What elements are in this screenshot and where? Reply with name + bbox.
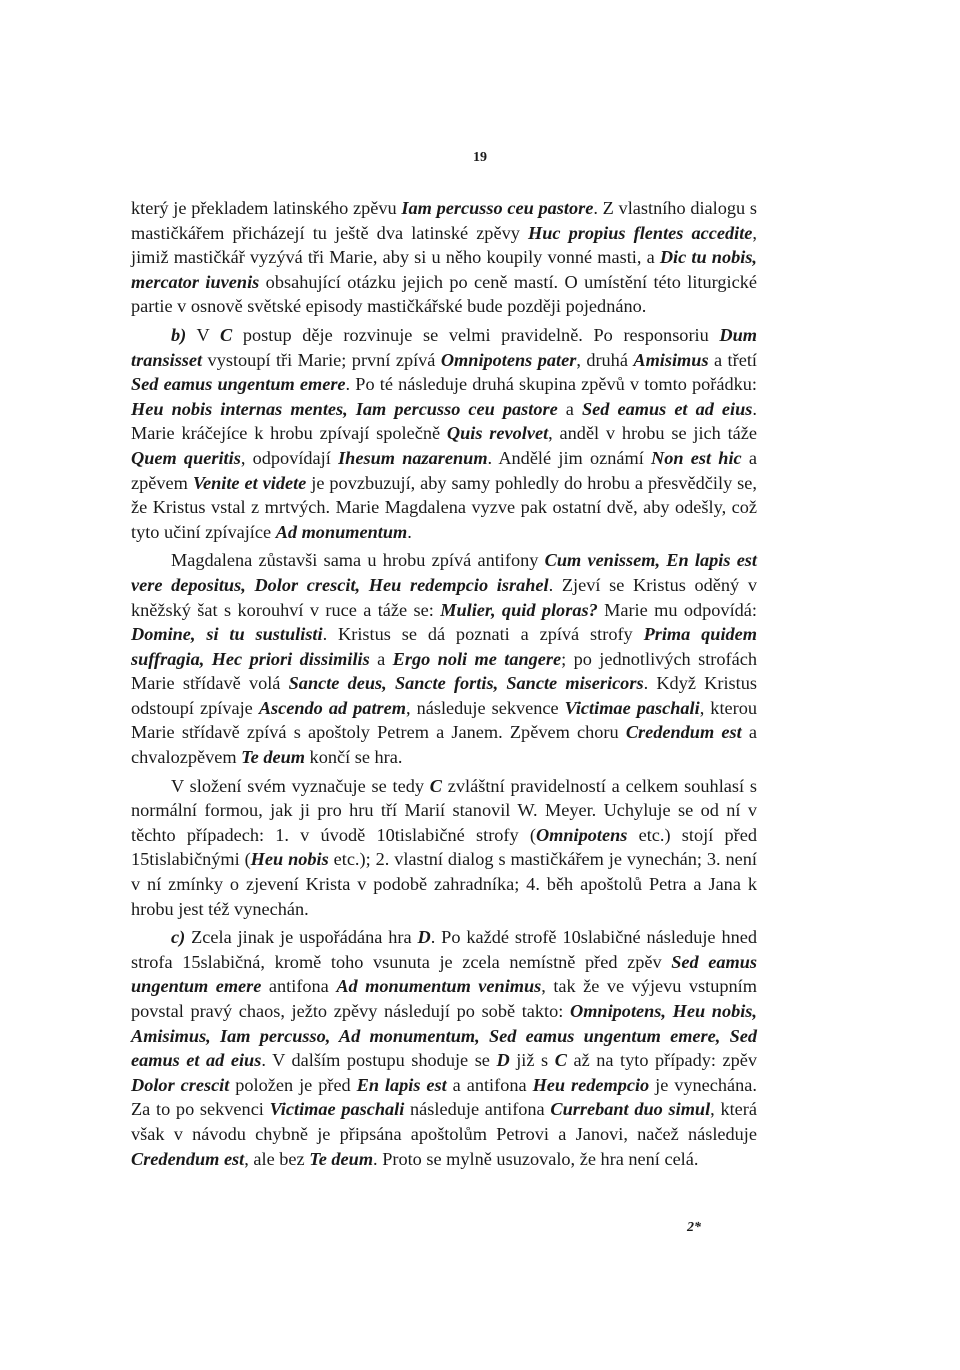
text-run: V složení svém vyznačuje se tedy xyxy=(171,775,430,796)
latin-title: b) xyxy=(171,324,187,345)
text-run: , kterou Marie střídavě zpívá s apoštoly Petrem a Janem. Zpěvem choru xyxy=(131,697,758,743)
latin-title: Heu nobis internas mentes, Iam percusso ceu pastore xyxy=(131,398,558,419)
latin-title: Victimae paschali xyxy=(269,1099,405,1120)
text-run: , druhá xyxy=(576,349,634,370)
latin-title: Credendum est xyxy=(131,1148,245,1169)
text-run: obsahující otázku jejich po ceně mastí. O umístění této liturgické partie v osnově světské episody mastičkářské bude později pojednáno. xyxy=(131,271,757,317)
text-run: až na tyto případy: zpěv xyxy=(566,1050,757,1071)
text-run: etc.); 2. vlastní dialog s mastičkářem je vynechán; 3. není v ní zmínky o zjevení Krista v podobě zahradníka; 4. běh apoštolů Petra a Jana k hrobu jest též vynechán. xyxy=(131,849,757,919)
text-run: a zpěvem xyxy=(131,447,758,493)
latin-title: En lapis est xyxy=(356,1074,447,1095)
latin-title: Quem queritis xyxy=(131,447,241,468)
latin-title: C xyxy=(554,1050,567,1071)
text-run: následuje antifona xyxy=(404,1099,551,1120)
text-run: , anděl v hrobu se jich táže xyxy=(548,423,757,444)
text-run: , která však v návodu chybně je připsána apoštolům Petrovi a Janovi, načež následuje xyxy=(131,1099,757,1144)
text-run: . Marie kráčejíce k hrobu zpívají společně xyxy=(131,398,757,444)
latin-title: Ihesum nazarenum xyxy=(338,447,488,468)
text-run: . Zjeví se Kristus oděný v kněžský šat s korouhví v ruce a táže se: xyxy=(131,574,757,620)
text-run: ; po jednotlivých strofách Marie střídavě volá xyxy=(131,648,757,694)
body-text xyxy=(131,196,757,1171)
paragraph xyxy=(131,774,757,922)
text-run: . Po té následuje druhá skupina zpěvů v tomto pořádku: xyxy=(345,374,757,395)
latin-title: Iam percusso ceu pastore xyxy=(401,198,594,218)
text-run: je povzbuzují, aby samy pohledly do hrobu a přesvědčily se, že Kristus vstal z mrtvých. Marie Magdalena vyzve pak ostatní dvě, aby odešly, což tyto učiní zpívajíce xyxy=(131,472,757,542)
text-run: , následuje sekvence xyxy=(405,697,565,718)
latin-title: Sancte deus, Sancte fortis, Sancte misericors xyxy=(288,673,644,694)
text-run: . V dalším postupu shoduje se xyxy=(261,1050,497,1071)
text-run: , jimiž mastičkář vyzývá tři Marie, aby si u něho koupily vonné masti, a xyxy=(131,222,757,268)
text-run: a chvalozpěvem xyxy=(131,722,757,768)
latin-title: Te deum xyxy=(241,747,305,768)
latin-title: Ad monumentum xyxy=(275,521,408,542)
text-run: . Z vlastního dialogu s mastičkářem přicházejí tu ještě dva latinské zpěvy xyxy=(131,198,758,243)
paragraph xyxy=(131,323,757,544)
paragraph xyxy=(131,548,757,769)
latin-title: Mulier, quid ploras? xyxy=(440,599,598,620)
signature-mark: 2* xyxy=(687,1220,701,1235)
text-run: . Proto se mylně usuzovalo, že hra není celá. xyxy=(373,1148,699,1169)
latin-title: Venite et videte xyxy=(192,472,307,493)
text-run: . xyxy=(407,521,412,542)
latin-title: Dic tu nobis, mercator iuvenis xyxy=(131,247,757,292)
latin-title: Ergo noli me tangere xyxy=(392,648,562,669)
latin-title: Credendum est xyxy=(625,722,742,743)
latin-title: Ad monumentum venimus xyxy=(336,976,542,997)
latin-title: c) xyxy=(171,927,186,948)
latin-title: Huc propius flentes accedite xyxy=(527,222,753,243)
latin-title: C xyxy=(429,775,442,796)
latin-title: D xyxy=(496,1050,510,1071)
latin-title: Omnipotens pater xyxy=(440,349,577,370)
text-run: a xyxy=(369,648,393,669)
text-run: Marie mu odpovídá: xyxy=(597,599,757,620)
paragraph xyxy=(131,925,757,1171)
latin-title: Domine, si tu sustulisti xyxy=(131,624,323,645)
text-run: vystoupí tři Marie; první zpívá xyxy=(202,349,441,370)
text-run: je vynechána. Za to po sekvenci xyxy=(131,1074,757,1120)
latin-title: Currebant duo simul xyxy=(550,1099,711,1120)
text-run: . Kristus se dá poznati a zpívá strofy xyxy=(322,624,644,645)
text-run: , odpovídají xyxy=(240,447,339,468)
latin-title: Sed eamus ungentum emere xyxy=(131,374,346,395)
latin-title: Sed eamus ungentum emere xyxy=(131,951,758,997)
text-run: Zcela jinak je uspořádána hra xyxy=(185,927,418,948)
latin-title: Heu redempcio xyxy=(532,1074,650,1095)
latin-title: Ascendo ad patrem xyxy=(258,697,406,718)
text-run: . Když Kristus odstoupí zpívaje xyxy=(131,673,757,718)
text-run: . Andělé jim oznámí xyxy=(487,447,652,468)
text-run: . Po každé strofě 10slabičné následuje hned strofa 15slabičná, kromě toho vsunuta je zcela nemístně před zpěv xyxy=(131,927,757,972)
latin-title: Victimae paschali xyxy=(564,697,700,718)
text-run: zvláštní pravidelností a celkem souhlasí s normální formou, jak ji pro hru tří Marií stanovil W. Meyer. Uchyluje se od ní v těchto případech: 1. v úvodě 10tislabičné strofy ( xyxy=(131,775,757,845)
latin-title: Te deum xyxy=(309,1148,374,1169)
text-run: , ale bez xyxy=(244,1148,310,1169)
text-run: a třetí xyxy=(708,349,757,370)
text-run: antifona xyxy=(261,976,337,997)
latin-title: D xyxy=(417,927,431,948)
latin-title: Dum transisset xyxy=(131,324,757,370)
page-number: 19 xyxy=(473,150,487,165)
latin-title: C xyxy=(220,324,233,345)
text-run: Magdalena zůstavši sama u hrobu zpívá antifony xyxy=(171,550,545,571)
text-run: a xyxy=(557,398,582,419)
text-run: již s xyxy=(509,1050,555,1071)
latin-title: Amisimus xyxy=(633,349,709,370)
latin-title: Quis revolvet xyxy=(446,423,549,444)
text-run: který je překladem latinského zpěvu xyxy=(131,198,402,218)
latin-title: Heu nobis xyxy=(250,849,329,870)
text-run: končí se hra. xyxy=(304,747,403,768)
latin-title: Sed eamus et ad eius xyxy=(582,398,753,419)
paragraph xyxy=(131,196,757,319)
latin-title: Dolor crescit xyxy=(131,1074,230,1095)
text-run: etc.) stojí před 15tislabičnými ( xyxy=(131,824,757,870)
text-run: položen je před xyxy=(229,1074,357,1095)
latin-title: Prima quidem suffragia, Hec priori dissimilis xyxy=(131,624,758,669)
text-run: V xyxy=(186,324,221,345)
latin-title: Omnipotens xyxy=(535,824,628,845)
text-run: , tak že ve výjevu vstupním povstal pravý chaos, ježto zpěvy následují po sobě takto: xyxy=(131,976,757,1021)
text-run: postup děje rozvinuje se velmi pravidelně. Po responsoriu xyxy=(232,324,720,345)
latin-title: Non est hic xyxy=(651,447,742,468)
latin-title: Cum venissem, En lapis est vere depositus, Dolor crescit, Heu redempcio israhel xyxy=(131,550,757,595)
latin-title: Omnipotens, Heu nobis, Amisimus, Iam percusso, Ad monumentum, Sed eamus ungentum emere, Sed eamus et ad eius xyxy=(131,1001,757,1071)
text-run: a antifona xyxy=(446,1074,533,1095)
